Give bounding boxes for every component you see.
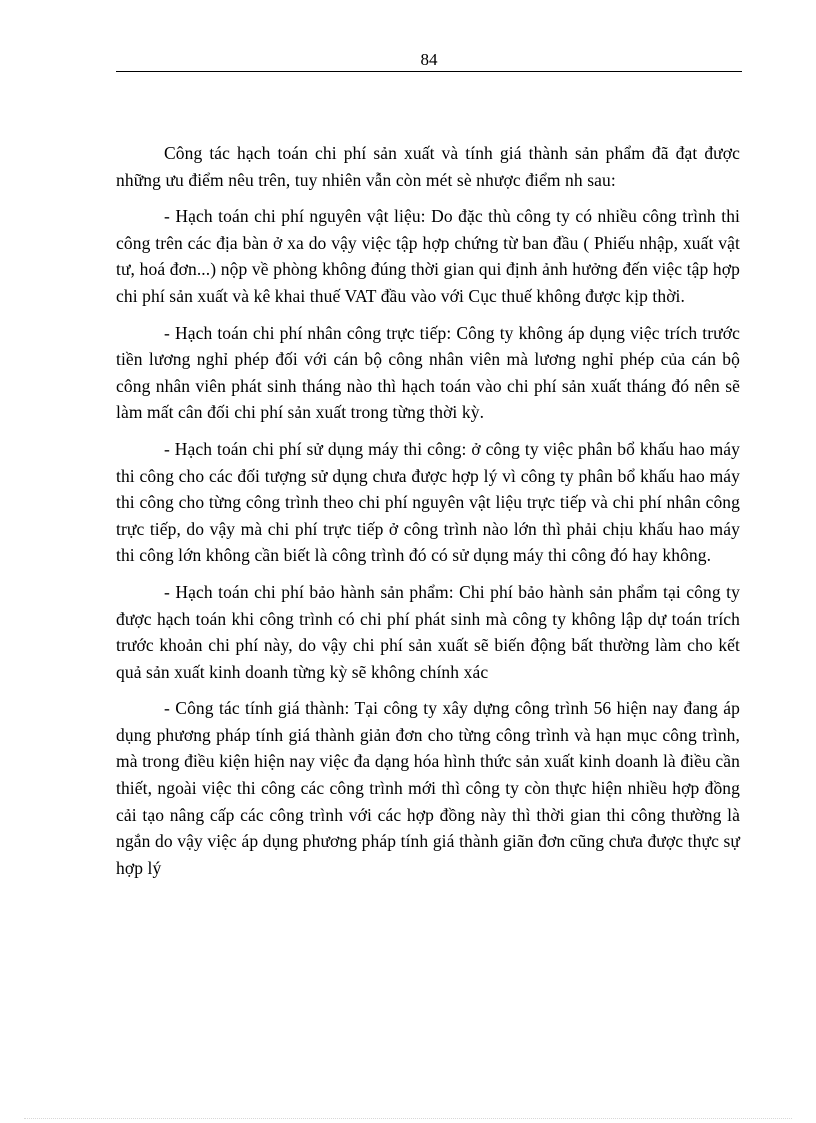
paragraph-costing: - Công tác tính giá thành: Tại công ty xây dựng công trình 56 hiện nay đang áp dụng phương pháp tính giá thành giản đơn cho từng công trình và hạn mục công trình, mà trong điều kiện hiện nay việc đa dạng hóa hình thức sản xuất kinh doanh là điều cần thiết, ngoài việc thi công các công trình mới thì công ty còn thực hiện nhiều hợp đồng cải tạo nâng cấp các công trình với các hợp đồng này thì thời gian thi công thường là ngắn do vậy việc áp dụng phương pháp tính giá thành giãn đơn cũng chưa được thực sự hợp lý (116, 698, 740, 878)
paragraph-intro: Công tác hạch toán chi phí sản xuất và tính giá thành sản phẩm đã đạt được những ưu điểm nêu trên, tuy nhiên vẫn còn mét sè nhược điểm nh sau: (116, 143, 740, 190)
page-bottom-border (24, 1118, 792, 1119)
paragraph-warranty: - Hạch toán chi phí bảo hành sản phẩm: Chi phí bảo hành sản phẩm tại công ty được hạch toán khi công trình có chi phí phát sinh mà công ty không lập dự toán trích trước khoản chi phí này, do vậy chi phí sản xuất sẽ biến động bất thường làm cho kết quả sản xuất kinh doanh từng kỳ sẽ không chính xác (116, 581, 740, 682)
page-number: 84 (420, 50, 438, 69)
page-header (116, 48, 742, 72)
body-text (116, 140, 740, 891)
paragraph-raw-materials: - Hạch toán chi phí nguyên vật liệu: Do đặc thù công ty có nhiều công trình thi công trên các địa bàn ở xa do vậy việc tập hợp chứng từ ban đầu ( Phiếu nhập, xuất vật tư, hoá đơn...) nộp về phòng không đúng thời gian qui định ảnh hưởng đến việc tập hợp chi phí sản xuất và kê khai thuế VAT đầu vào với Cục thuế không được kịp thời. (116, 206, 740, 306)
header-rule (116, 71, 742, 72)
paragraph-machine-usage: - Hạch toán chi phí sử dụng máy thi công: ở công ty việc phân bổ khấu hao máy thi công cho các đối tượng sử dụng chưa được hợp lý vì công ty phân bổ khấu hao máy thi công cho từng công trình theo chi phí nguyên vật liệu trực tiếp và chi phí nhân công trực tiếp, do vậy mà chi phí trực tiếp ở công trình nào lớn thì phải chịu khấu hao máy thi công lớn không cần biết là công trình đó có sử dụng máy thi công đó hay không. (116, 438, 740, 566)
paragraph-direct-labor: - Hạch toán chi phí nhân công trực tiếp: Công ty không áp dụng việc trích trước tiền lương nghỉ phép đối với cán bộ công nhân viên mà lương nghỉ phép của cán bộ công nhân viên phát sinh tháng nào thì hạch toán vào chi phí sản xuất tháng đó nên sẽ làm mất cân đối chi phí sản xuất trong từng thời kỳ. (116, 322, 740, 423)
